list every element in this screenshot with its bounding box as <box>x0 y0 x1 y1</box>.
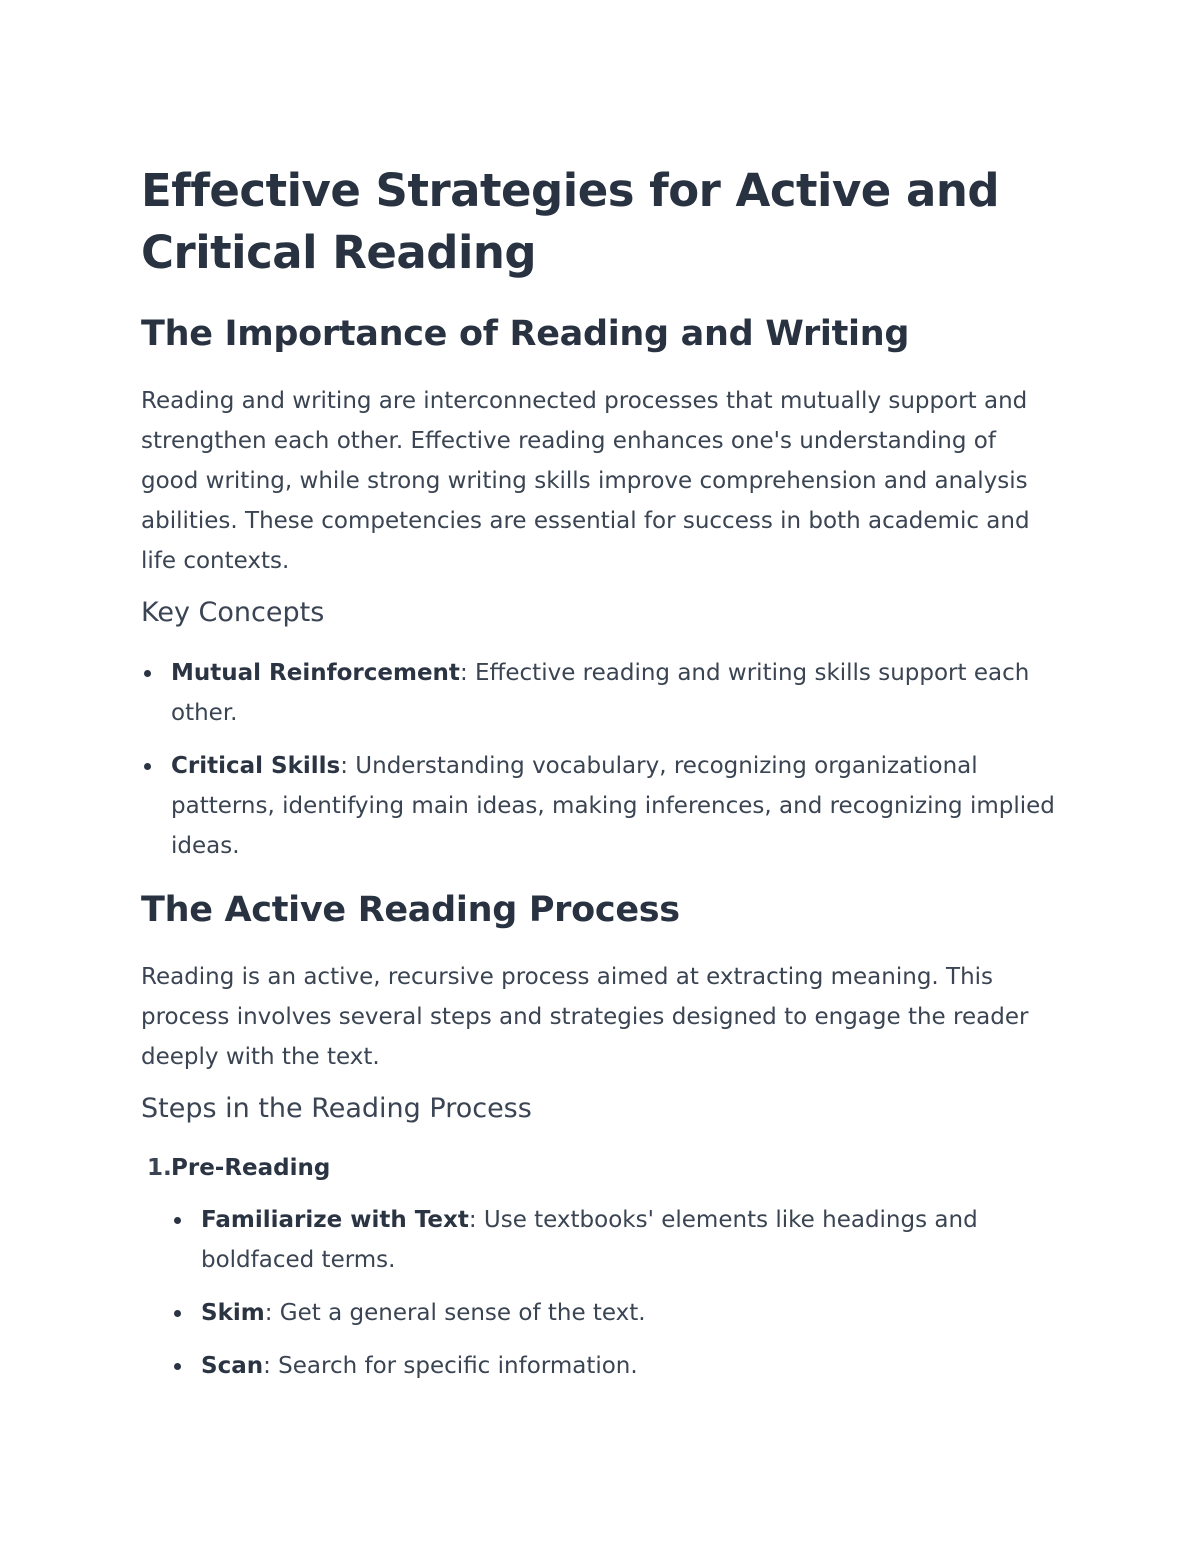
concept-term: Mutual Reinforcement <box>171 660 460 686</box>
steps-list <box>141 1148 1060 1386</box>
subheading-steps: Steps in the Reading Process <box>141 1093 532 1124</box>
list-item <box>171 1200 1041 1280</box>
section-heading-importance: The Importance of Reading and Writing <box>141 314 910 354</box>
term-separator: : <box>459 660 468 686</box>
substep-text: Search for specific information. <box>270 1353 638 1379</box>
key-concepts-list <box>141 653 1060 866</box>
list-item <box>171 1293 1041 1333</box>
step-substeps-list <box>171 1200 1060 1386</box>
concept-text: Effective reading and writing skills support each other. <box>171 660 1030 726</box>
list-item <box>171 1346 1041 1386</box>
subheading-key-concepts: Key Concepts <box>141 597 325 628</box>
substep-text: Get a general sense of the text. <box>272 1300 646 1326</box>
list-item <box>141 746 1071 866</box>
concept-term: Critical Skills <box>171 753 341 779</box>
list-item <box>141 653 1071 733</box>
term-separator: : <box>263 1353 271 1379</box>
substep-term: Familiarize with Text <box>201 1207 469 1233</box>
substep-term: Skim <box>201 1300 265 1326</box>
step-number: 1. <box>147 1155 172 1181</box>
paragraph-active-reading: Reading is an active, recursive process aimed at extracting meaning. This process involves several steps and strategies designed to engage the reader deeply with the text. <box>141 964 1029 1070</box>
step-item <box>141 1148 1060 1386</box>
step-title: Pre-Reading <box>171 1155 331 1181</box>
substep-text: Use textbooks' elements like headings and boldfaced terms. <box>201 1207 978 1273</box>
document-title: Effective Strategies for Active and Critical Reading <box>141 164 1000 279</box>
section-heading-active-reading: The Active Reading Process <box>141 890 680 930</box>
paragraph-importance: Reading and writing are interconnected processes that mutually support and strengthen each other. Effective reading enhances one's understanding of good writing, while strong writing skills improve comprehension and analysis abilities. These competencies are essential for success in both academic and life contexts. <box>141 388 1030 574</box>
term-separator: : <box>340 753 348 779</box>
substep-term: Scan <box>201 1353 264 1379</box>
term-separator: : <box>468 1207 477 1233</box>
term-separator: : <box>264 1300 273 1326</box>
concept-text: Understanding vocabulary, recognizing organizational patterns, identifying main ideas, making inferences, and recognizing implied ideas. <box>171 753 1055 859</box>
